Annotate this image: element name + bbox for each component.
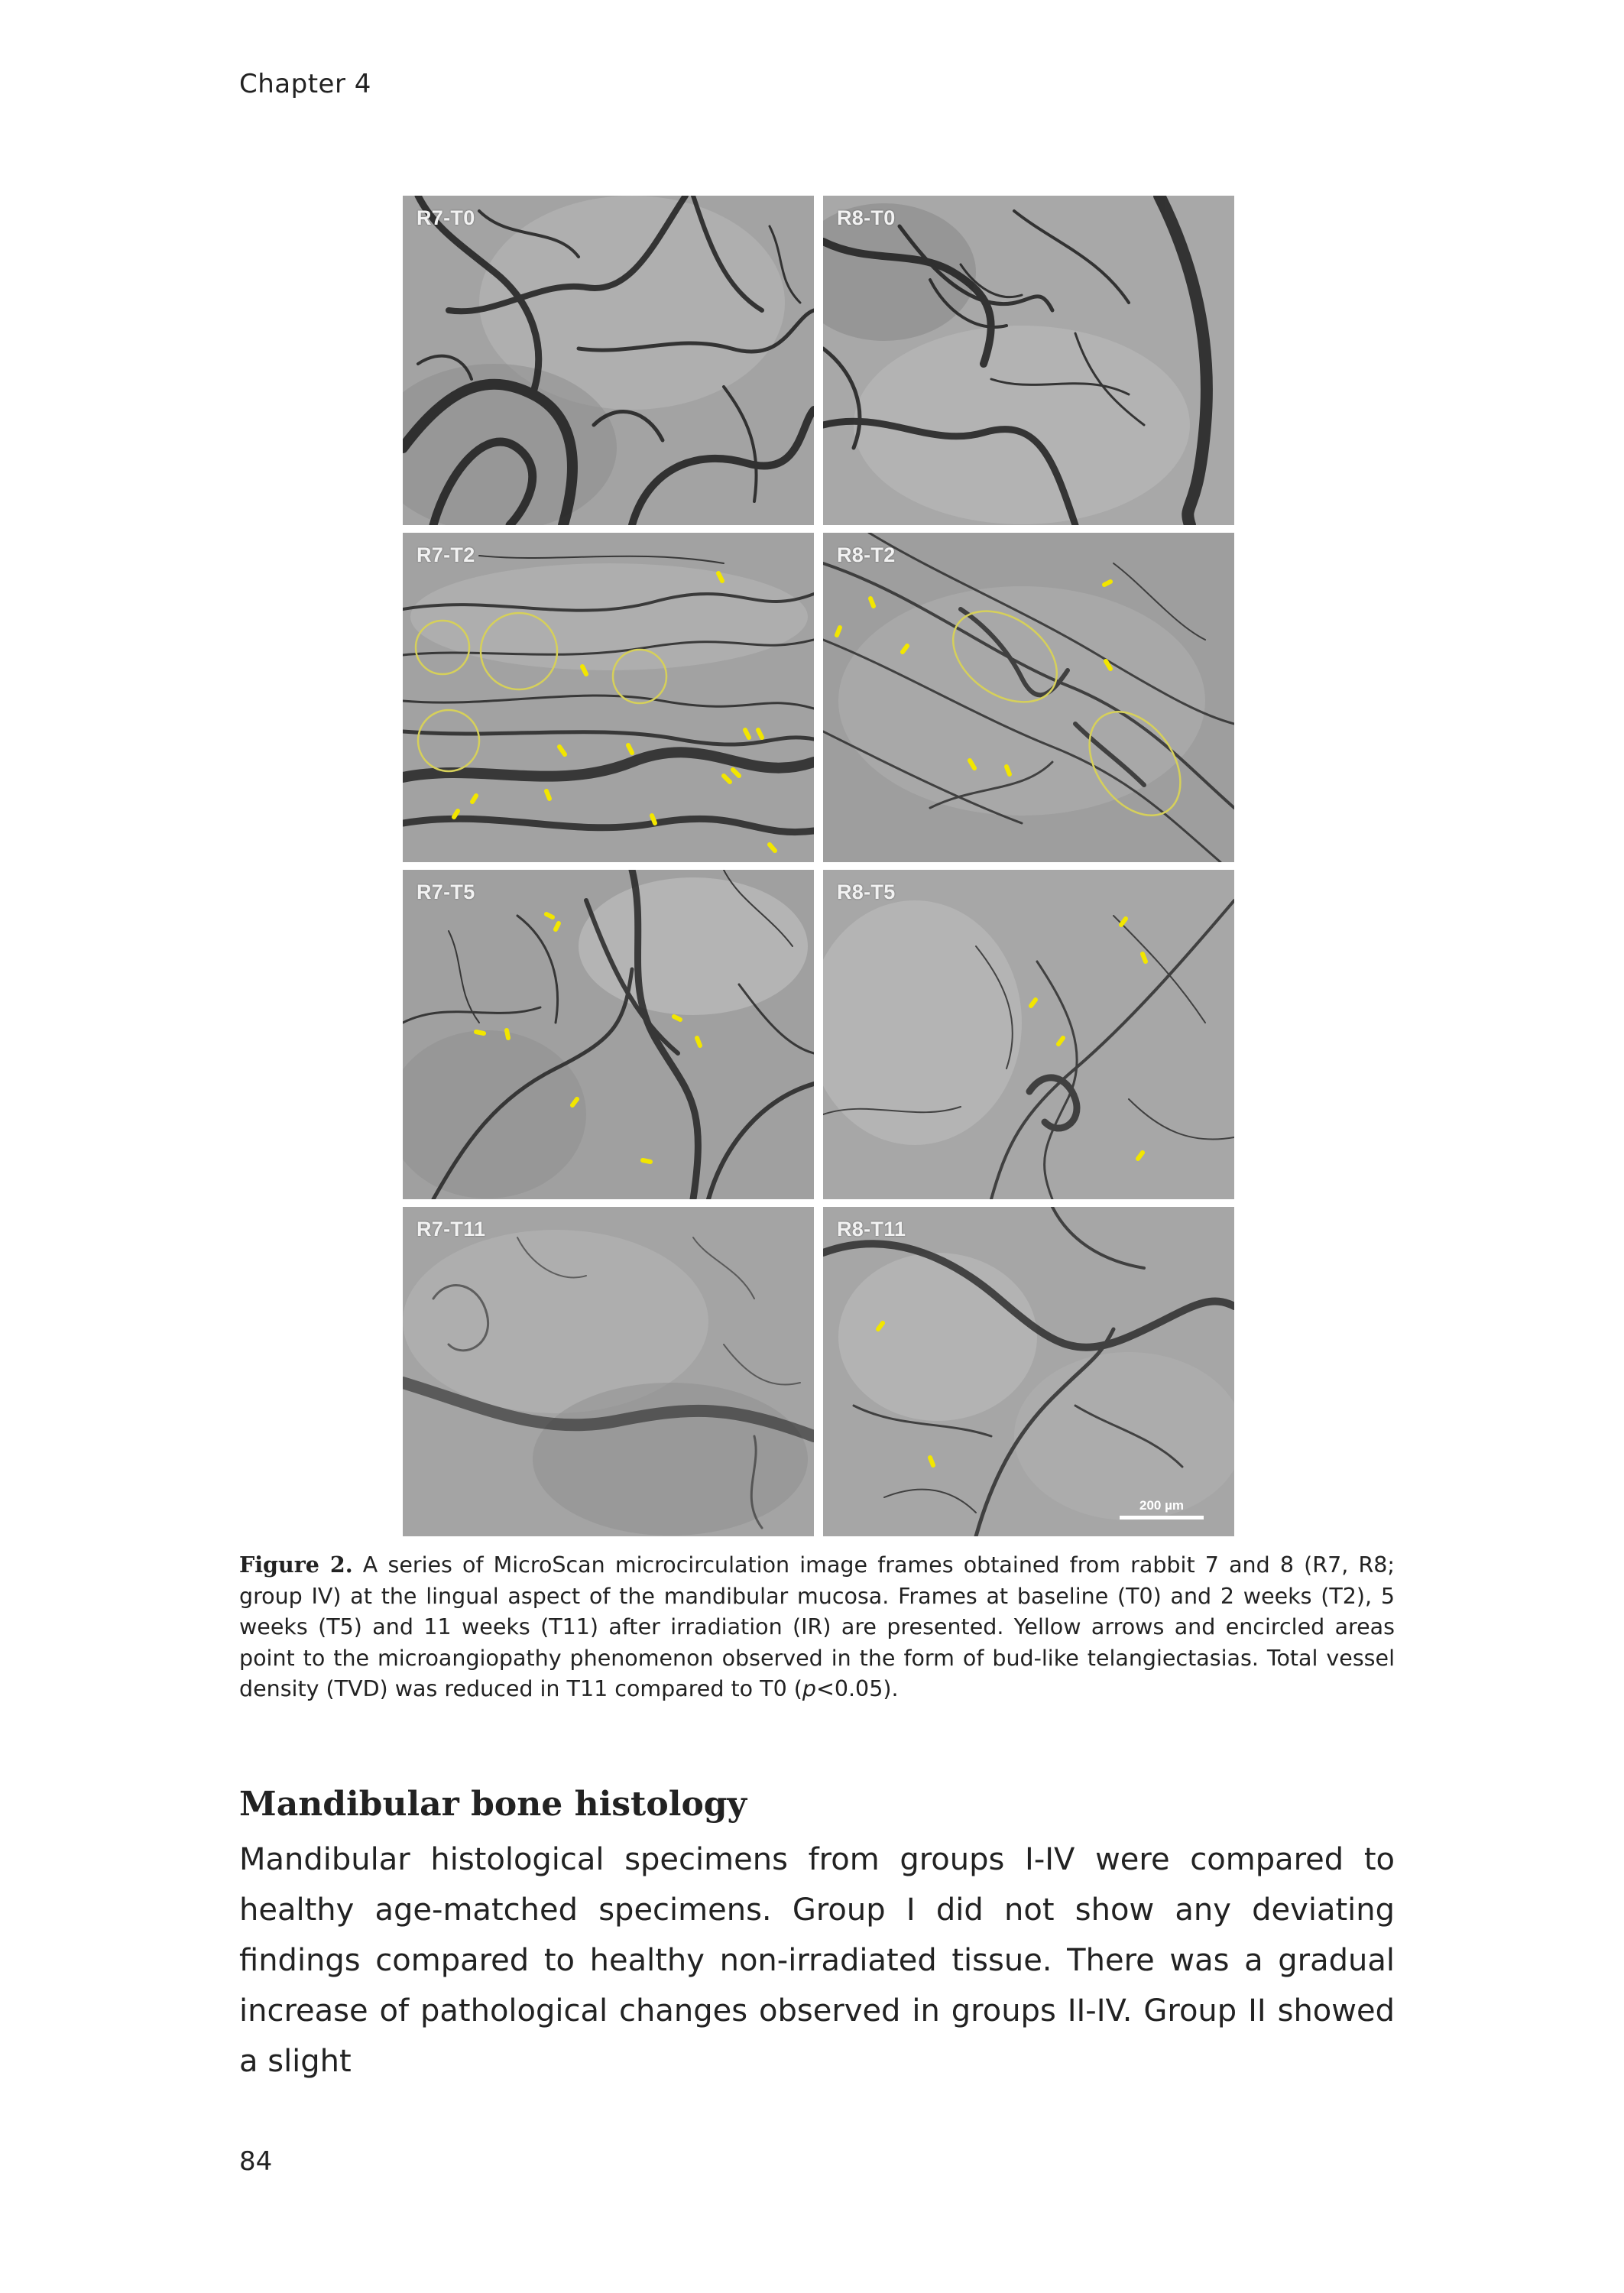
panel-label: R8-T11 — [837, 1218, 906, 1241]
page-number: 84 — [239, 2146, 273, 2177]
panel-label: R7-T5 — [417, 881, 475, 903]
panel-r8-t11 — [823, 1207, 1234, 1536]
body-paragraph: Mandibular histological specimens from groups I-IV were compared to healthy age-matched specimens. Group I did not show any deviating findings compared to healthy non-irradiated tissue. There was a gradual increase of pathological changes observed in groups II-IV. Group II showed a slight — [239, 1842, 1395, 2079]
microcirculation-image — [823, 870, 1234, 1199]
microcirculation-image — [823, 196, 1234, 525]
figure-caption — [239, 1549, 1395, 1705]
panel-label: R7-T11 — [417, 1218, 486, 1241]
scale-bar-line — [1120, 1516, 1204, 1519]
panel-r7-t5 — [403, 870, 814, 1199]
panel-r7-t0 — [403, 196, 814, 525]
figure-label: Figure 2. — [239, 1552, 353, 1578]
panel-label: R8-T2 — [837, 543, 896, 566]
caption-text: A series of MicroScan microcirculation image frames obtained from rabbit 7 and 8 (R7, R8; group IV) at the lingual aspect of the mandibular mucosa. Frames at baseline (T0) and 2 weeks (T2), 5 weeks (T5) and 11 weeks (T11) after irradiation (IR) are presented. Yellow arrows and encircled areas point to the microangiopathy phenomenon observed in the form of bud-like telangiectasias. Total vessel density (TVD) was reduced in T11 compared to T0 ( — [239, 1552, 1395, 1701]
microcirculation-image — [403, 870, 814, 1199]
panel-r7-t2 — [403, 533, 814, 862]
microcirculation-image — [403, 196, 814, 525]
microcirculation-image — [823, 1207, 1234, 1536]
caption-text-end: <0.05). — [815, 1676, 899, 1701]
running-head: Chapter 4 — [239, 69, 371, 99]
microcirculation-image — [403, 533, 814, 862]
panel-r8-t0 — [823, 196, 1234, 525]
panel-r7-t11 — [403, 1207, 814, 1536]
scale-bar — [1120, 1498, 1204, 1519]
panel-label: R7-T0 — [417, 206, 475, 229]
section-heading: Mandibular bone histology — [239, 1785, 747, 1824]
panel-r8-t2 — [823, 533, 1234, 862]
microscan-figure — [403, 196, 1234, 1538]
microcirculation-image — [823, 533, 1234, 862]
panel-label: R7-T2 — [417, 543, 475, 566]
panel-r8-t5 — [823, 870, 1234, 1199]
microcirculation-image — [403, 1207, 814, 1536]
panel-label: R8-T0 — [837, 206, 896, 229]
scale-bar-label: 200 µm — [1139, 1498, 1184, 1513]
caption-p-value-symbol: p — [802, 1676, 816, 1701]
panel-label: R8-T5 — [837, 881, 896, 903]
